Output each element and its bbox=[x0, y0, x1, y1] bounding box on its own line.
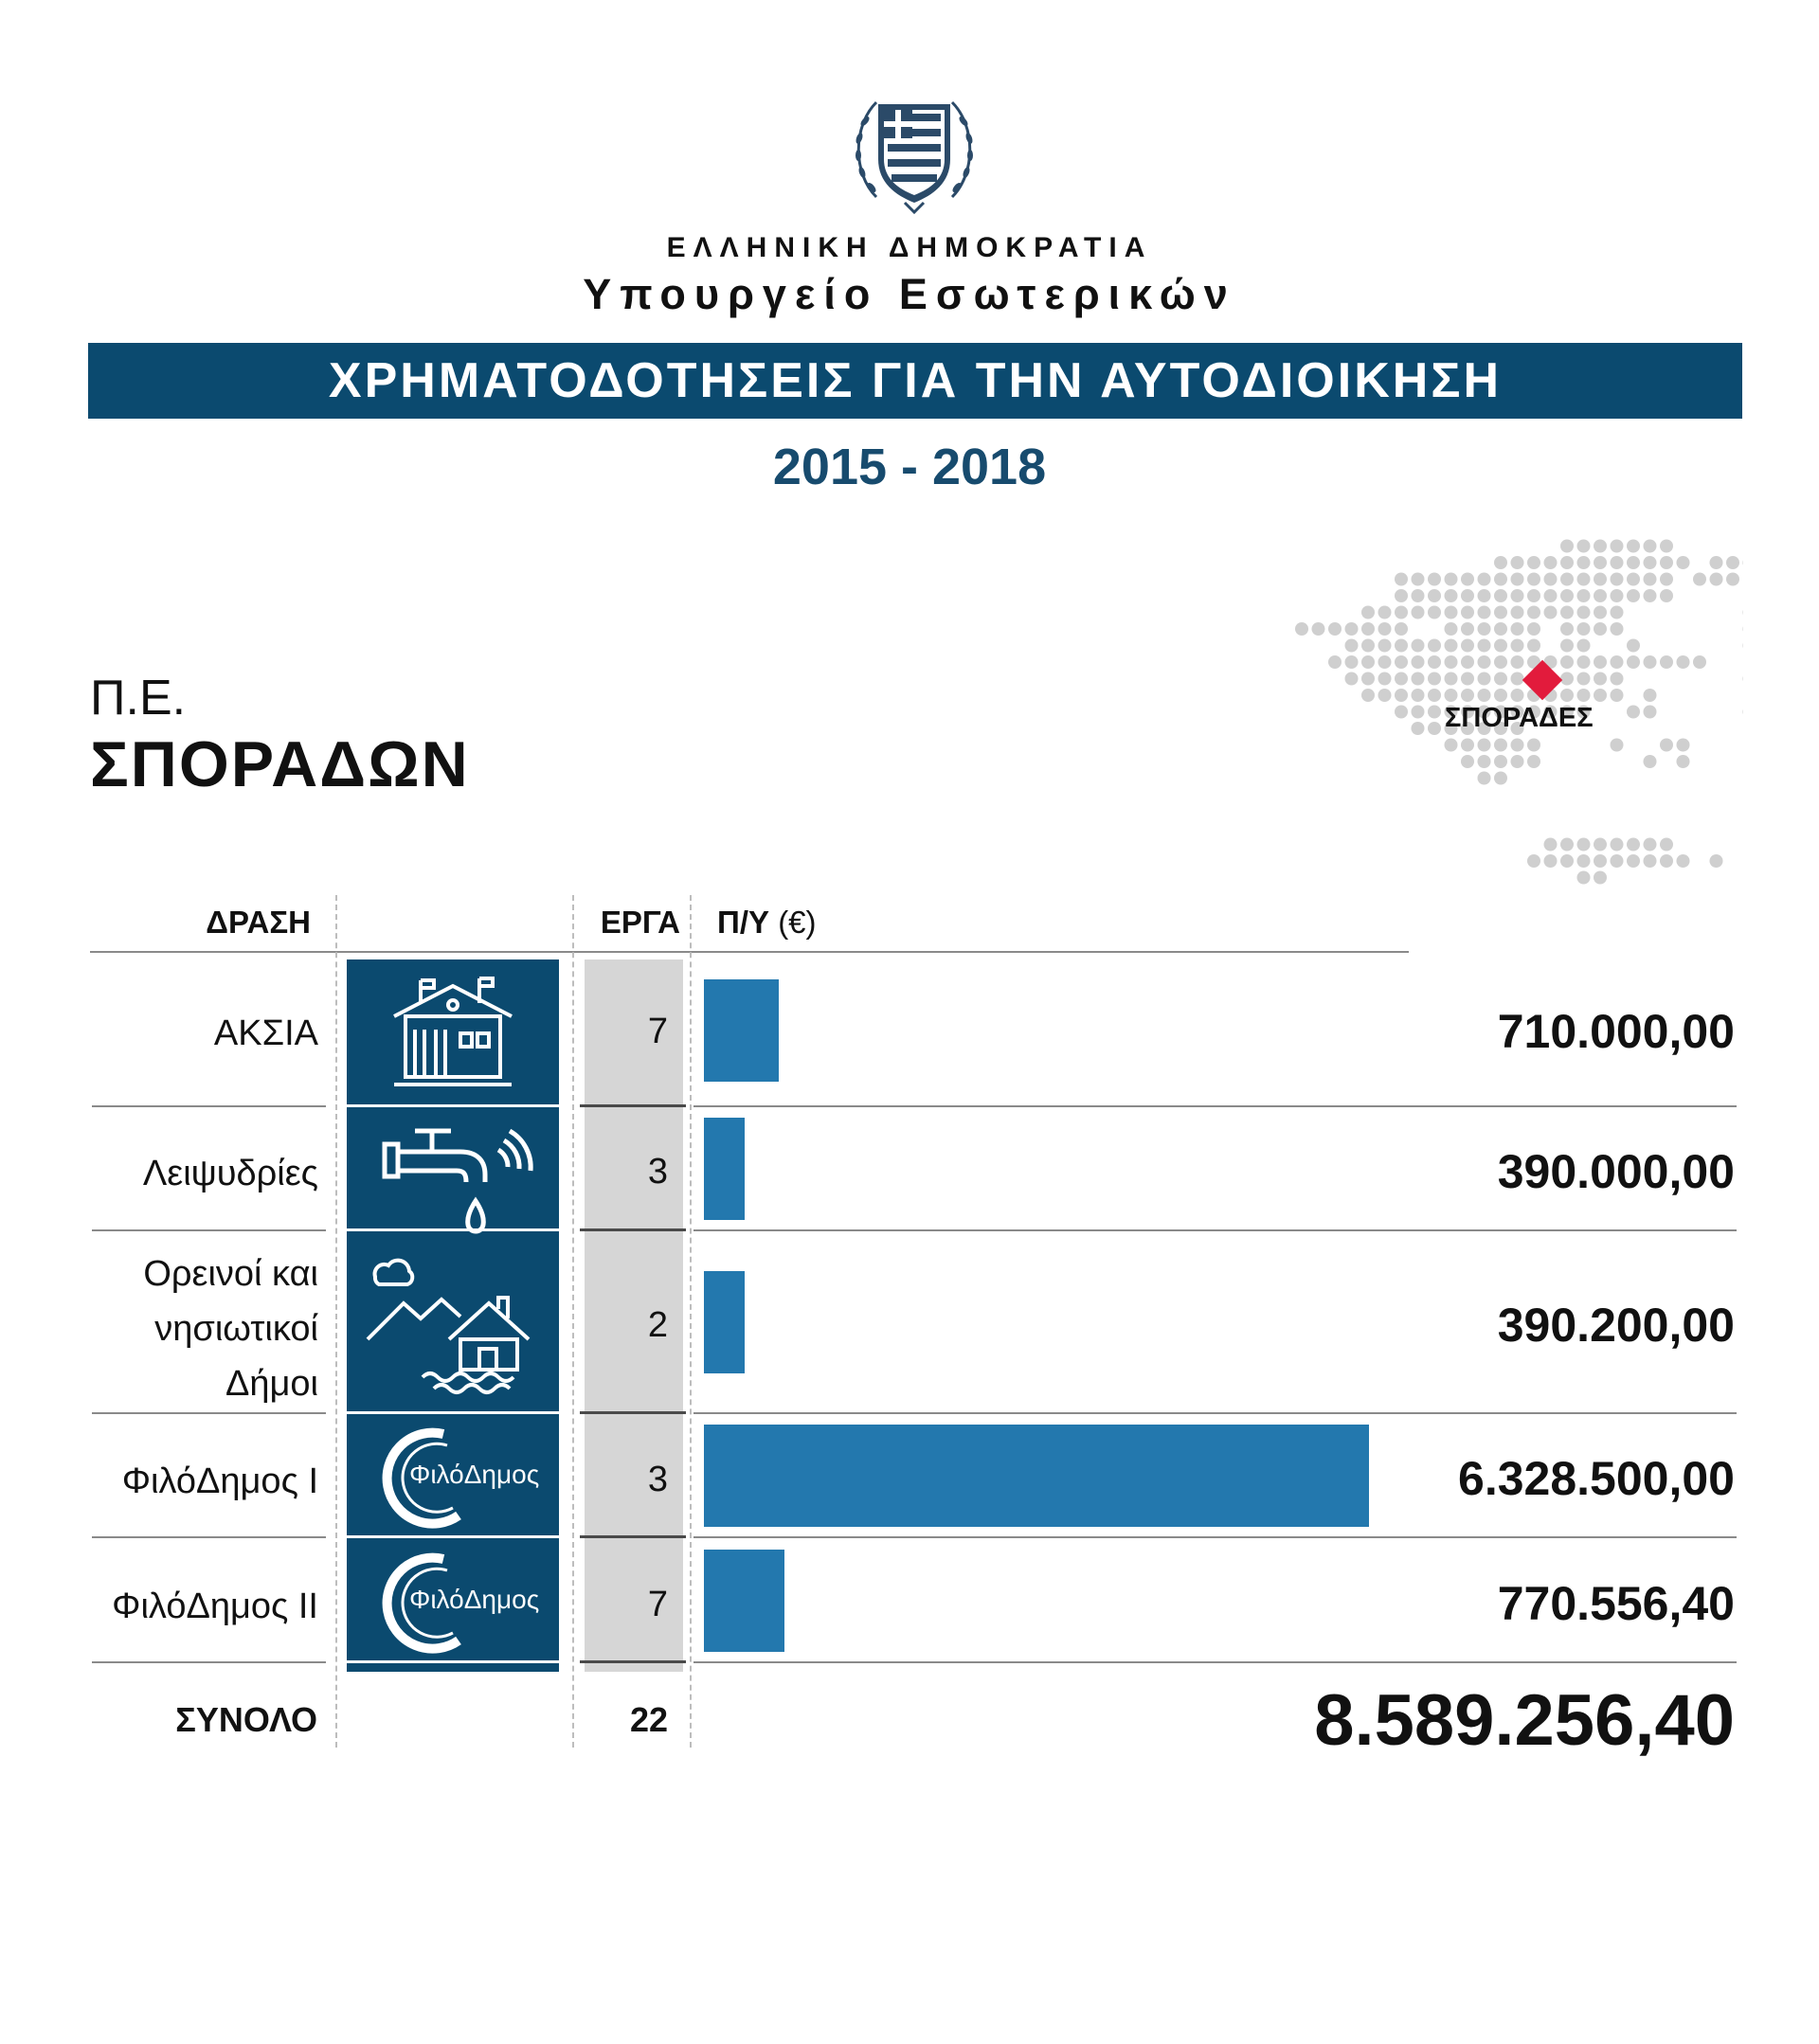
map-dot bbox=[1461, 573, 1474, 586]
map-dot bbox=[1611, 540, 1624, 553]
map-dot bbox=[1412, 689, 1425, 702]
map-dot bbox=[1594, 871, 1607, 885]
map-dot bbox=[1594, 655, 1607, 669]
map-dot bbox=[1611, 854, 1624, 868]
map-dot bbox=[1445, 655, 1458, 669]
row-label-line: ΦιλόΔημος Ι bbox=[121, 1461, 318, 1501]
map-dot bbox=[1644, 540, 1657, 553]
value-label: 6.328.500,00 bbox=[1458, 1452, 1735, 1505]
map-dot bbox=[1295, 622, 1308, 636]
map-dot bbox=[1445, 739, 1458, 752]
row-rule bbox=[580, 1660, 686, 1663]
map-dot bbox=[1312, 622, 1325, 636]
map-dot bbox=[1527, 606, 1540, 619]
map-dot bbox=[1361, 639, 1375, 653]
years-range: 2015 - 2018 bbox=[772, 439, 1047, 495]
map-dot bbox=[1527, 854, 1540, 868]
map-dot bbox=[1611, 655, 1624, 669]
value-label: 390.200,00 bbox=[1497, 1299, 1735, 1352]
map-dot bbox=[1627, 639, 1640, 653]
row-rule bbox=[693, 1105, 1737, 1107]
total-label: ΣΥΝΟΛΟ bbox=[175, 1700, 317, 1739]
map-dot bbox=[1412, 672, 1425, 686]
map-dot bbox=[1577, 589, 1591, 602]
filodimos-logo-icon bbox=[366, 1546, 540, 1659]
map-dot bbox=[1461, 655, 1474, 669]
map-dot bbox=[1611, 622, 1624, 636]
map-dot bbox=[1627, 589, 1640, 602]
row-label-line: Δήμοι bbox=[225, 1364, 318, 1404]
map-dot bbox=[1644, 589, 1657, 602]
map-dot bbox=[1412, 606, 1425, 619]
row-rule bbox=[580, 1104, 686, 1107]
map-dot bbox=[1345, 639, 1359, 653]
map-dot bbox=[1594, 672, 1607, 686]
map-dot bbox=[1577, 871, 1591, 885]
water-tap-icon bbox=[366, 1116, 540, 1239]
map-dot bbox=[1412, 706, 1425, 719]
map-dot bbox=[1428, 655, 1441, 669]
map-dot bbox=[1693, 655, 1706, 669]
map-dot bbox=[1644, 755, 1657, 768]
map-dot bbox=[1494, 639, 1507, 653]
map-dot bbox=[1627, 655, 1640, 669]
header-budget-unit: (€) bbox=[778, 905, 817, 940]
map-dot bbox=[1478, 573, 1491, 586]
map-dot bbox=[1445, 589, 1458, 602]
map-dot bbox=[1726, 556, 1739, 569]
column-separator bbox=[690, 895, 692, 1748]
map-dot bbox=[1594, 573, 1607, 586]
map-dot bbox=[1494, 755, 1507, 768]
row-label bbox=[76, 1006, 318, 1061]
row-label-line: ΦιλόΔημος ΙΙ bbox=[112, 1587, 318, 1626]
map-dot bbox=[1627, 573, 1640, 586]
map-dot bbox=[1461, 622, 1474, 636]
map-dot bbox=[1511, 556, 1524, 569]
map-dot bbox=[1478, 639, 1491, 653]
map-dot bbox=[1726, 573, 1739, 586]
map-dot bbox=[1660, 854, 1673, 868]
map-dot bbox=[1527, 589, 1540, 602]
map-dot bbox=[1478, 689, 1491, 702]
map-dot bbox=[1478, 739, 1491, 752]
map-dot bbox=[1478, 772, 1491, 785]
map-dot bbox=[1560, 606, 1574, 619]
map-dot bbox=[1428, 672, 1441, 686]
map-dot bbox=[1560, 655, 1574, 669]
map-dot bbox=[1361, 672, 1375, 686]
row-count: 7 bbox=[647, 1585, 668, 1624]
map-dot bbox=[1494, 556, 1507, 569]
value-label: 710.000,00 bbox=[1497, 1005, 1735, 1058]
greek-coat-of-arms-icon bbox=[848, 83, 981, 216]
map-dot bbox=[1445, 689, 1458, 702]
map-dot bbox=[1644, 689, 1657, 702]
map-dot bbox=[1428, 589, 1441, 602]
map-dot bbox=[1461, 606, 1474, 619]
map-dot bbox=[1544, 589, 1558, 602]
map-dot bbox=[1395, 655, 1408, 669]
row-rule bbox=[693, 1536, 1737, 1538]
map-dot bbox=[1594, 540, 1607, 553]
map-dot bbox=[1445, 606, 1458, 619]
filodimos-logo-icon bbox=[366, 1421, 540, 1534]
map-dot bbox=[1345, 622, 1359, 636]
map-dot bbox=[1527, 622, 1540, 636]
map-dot bbox=[1560, 639, 1574, 653]
map-dot bbox=[1511, 672, 1524, 686]
town-hall-icon bbox=[366, 971, 540, 1094]
map-dot bbox=[1527, 556, 1540, 569]
map-dot bbox=[1478, 672, 1491, 686]
map-dot bbox=[1361, 655, 1375, 669]
map-dot bbox=[1428, 606, 1441, 619]
value-label: 770.556,40 bbox=[1497, 1577, 1735, 1630]
map-dot bbox=[1361, 606, 1375, 619]
row-rule bbox=[347, 1104, 559, 1107]
row-rule bbox=[693, 1229, 1737, 1231]
map-dot bbox=[1743, 672, 1744, 686]
map-dot bbox=[1378, 655, 1392, 669]
map-dot bbox=[1461, 672, 1474, 686]
map-dot bbox=[1560, 689, 1574, 702]
map-dot bbox=[1611, 606, 1624, 619]
map-dot bbox=[1577, 838, 1591, 852]
map-dot bbox=[1544, 573, 1558, 586]
row-label bbox=[76, 1579, 318, 1634]
map-dot bbox=[1560, 540, 1574, 553]
map-dot bbox=[1560, 622, 1574, 636]
map-dot bbox=[1527, 739, 1540, 752]
map-dot bbox=[1611, 556, 1624, 569]
map-dot bbox=[1445, 622, 1458, 636]
row-label-line: Λειψυδρίες bbox=[142, 1154, 318, 1193]
row-rule bbox=[347, 1228, 559, 1231]
map-dot bbox=[1644, 854, 1657, 868]
map-dot bbox=[1511, 689, 1524, 702]
map-dot bbox=[1627, 540, 1640, 553]
header-budget bbox=[717, 905, 817, 941]
banner-title: ΧΡΗΜΑΤΟΔΟΤΗΣΕΙΣ ΓΙΑ ΤΗΝ ΑΥΤΟΔΙΟΙΚΗΣΗ bbox=[328, 353, 1503, 408]
logo-text: ΦιλόΔημος bbox=[409, 1460, 540, 1489]
map-dot bbox=[1743, 556, 1744, 569]
map-dot bbox=[1577, 622, 1591, 636]
map-dot bbox=[1560, 589, 1574, 602]
bar bbox=[704, 1425, 1369, 1527]
mountain-island-house-icon bbox=[366, 1248, 540, 1400]
map-dot bbox=[1428, 639, 1441, 653]
map-dot bbox=[1743, 622, 1744, 636]
map-dot bbox=[1660, 556, 1673, 569]
total-count: 22 bbox=[629, 1700, 668, 1739]
row-count: 3 bbox=[647, 1460, 668, 1499]
map-dot bbox=[1577, 540, 1591, 553]
map-dot bbox=[1345, 655, 1359, 669]
map-dot bbox=[1544, 556, 1558, 569]
map-dot bbox=[1577, 573, 1591, 586]
map-dot bbox=[1594, 838, 1607, 852]
map-dot bbox=[1511, 589, 1524, 602]
ministry-name: Υπουργείο Εσωτερικών bbox=[583, 270, 1236, 318]
map-dot bbox=[1461, 639, 1474, 653]
row-count: 3 bbox=[647, 1152, 668, 1192]
row-rule bbox=[92, 1412, 326, 1414]
map-dot bbox=[1494, 655, 1507, 669]
map-dot bbox=[1611, 589, 1624, 602]
map-dot bbox=[1710, 854, 1723, 868]
bar bbox=[704, 1550, 784, 1652]
map-dot bbox=[1378, 689, 1392, 702]
map-dot bbox=[1494, 622, 1507, 636]
country-name: ΕΛΛΗΝΙΚΗ ΔΗΜΟΚΡΑΤΙΑ bbox=[666, 232, 1153, 263]
row-label-line: ΑΚΣΙΑ bbox=[213, 1013, 318, 1053]
map-dot bbox=[1577, 854, 1591, 868]
map-dot bbox=[1577, 606, 1591, 619]
map-dot bbox=[1395, 622, 1408, 636]
map-dot bbox=[1644, 556, 1657, 569]
column-separator bbox=[335, 895, 337, 1748]
map-dot bbox=[1494, 672, 1507, 686]
map-dot bbox=[1445, 639, 1458, 653]
map-dot bbox=[1511, 639, 1524, 653]
header-count: ΕΡΓΑ bbox=[600, 905, 680, 940]
map-dot bbox=[1627, 556, 1640, 569]
region-prefix: Π.Ε. bbox=[90, 671, 187, 726]
map-dot bbox=[1328, 655, 1342, 669]
map-dot bbox=[1395, 589, 1408, 602]
map-dot bbox=[1511, 573, 1524, 586]
map-dot bbox=[1660, 838, 1673, 852]
map-dot bbox=[1594, 589, 1607, 602]
map-dot bbox=[1577, 556, 1591, 569]
map-dot bbox=[1644, 573, 1657, 586]
map-dot bbox=[1710, 573, 1723, 586]
map-dot bbox=[1511, 655, 1524, 669]
map-dot bbox=[1560, 556, 1574, 569]
map-dot bbox=[1743, 639, 1744, 653]
map-dot bbox=[1611, 573, 1624, 586]
map-dot bbox=[1461, 589, 1474, 602]
column-separator bbox=[572, 895, 574, 1748]
map-dot bbox=[1378, 672, 1392, 686]
map-dot bbox=[1594, 854, 1607, 868]
map-dot bbox=[1412, 639, 1425, 653]
map-dot bbox=[1560, 573, 1574, 586]
row-rule bbox=[92, 1105, 326, 1107]
row-rule bbox=[580, 1535, 686, 1538]
map-dot bbox=[1461, 689, 1474, 702]
map-dot bbox=[1544, 838, 1558, 852]
map-dot bbox=[1445, 573, 1458, 586]
map-dot bbox=[1594, 556, 1607, 569]
map-dot bbox=[1412, 722, 1425, 735]
map-dot bbox=[1494, 589, 1507, 602]
map-dot bbox=[1412, 655, 1425, 669]
map-dot bbox=[1428, 706, 1441, 719]
map-dot bbox=[1378, 639, 1392, 653]
row-rule bbox=[92, 1661, 326, 1663]
map-dot bbox=[1511, 755, 1524, 768]
map-dot bbox=[1611, 672, 1624, 686]
row-label bbox=[76, 1246, 318, 1411]
row-rule bbox=[347, 1411, 559, 1414]
map-dot bbox=[1677, 655, 1690, 669]
map-dot bbox=[1478, 606, 1491, 619]
map-dot bbox=[1445, 672, 1458, 686]
value-label: 390.000,00 bbox=[1497, 1145, 1735, 1198]
row-label bbox=[76, 1146, 318, 1201]
map-dot bbox=[1494, 573, 1507, 586]
header-rule bbox=[90, 951, 1409, 953]
map-dot bbox=[1660, 739, 1673, 752]
map-dot bbox=[1544, 606, 1558, 619]
map-dot bbox=[1577, 639, 1591, 653]
map-dot bbox=[1560, 854, 1574, 868]
map-dot bbox=[1527, 755, 1540, 768]
row-count: 7 bbox=[647, 1012, 668, 1051]
map-dot bbox=[1577, 689, 1591, 702]
map-dot bbox=[1478, 589, 1491, 602]
map-dot bbox=[1644, 655, 1657, 669]
map-dot bbox=[1494, 772, 1507, 785]
map-dot bbox=[1395, 573, 1408, 586]
map-dot bbox=[1395, 689, 1408, 702]
greece-dot-map bbox=[1288, 516, 1743, 990]
map-dot bbox=[1395, 672, 1408, 686]
map-dot bbox=[1511, 606, 1524, 619]
map-dot bbox=[1328, 622, 1342, 636]
map-dot bbox=[1677, 739, 1690, 752]
map-dot bbox=[1677, 556, 1690, 569]
map-dot bbox=[1378, 622, 1392, 636]
row-label bbox=[76, 1454, 318, 1509]
map-dot bbox=[1594, 622, 1607, 636]
map-dot bbox=[1428, 689, 1441, 702]
row-label-line: Ορεινοί και bbox=[143, 1254, 318, 1294]
map-dot bbox=[1627, 706, 1640, 719]
map-dot bbox=[1527, 639, 1540, 653]
row-rule bbox=[580, 1228, 686, 1231]
map-dot bbox=[1693, 573, 1706, 586]
map-dot bbox=[1428, 722, 1441, 735]
bar bbox=[704, 979, 779, 1082]
map-dot bbox=[1577, 672, 1591, 686]
map-dot bbox=[1594, 606, 1607, 619]
map-dot bbox=[1478, 755, 1491, 768]
region-name: ΣΠΟΡΑΔΩΝ bbox=[90, 728, 470, 800]
map-dot bbox=[1660, 589, 1673, 602]
header-action: ΔΡΑΣΗ bbox=[206, 905, 311, 940]
map-label: ΣΠΟΡΑΔΕΣ bbox=[1445, 703, 1594, 733]
map-dot bbox=[1395, 706, 1408, 719]
map-dot bbox=[1627, 838, 1640, 852]
map-dot bbox=[1560, 672, 1574, 686]
row-rule bbox=[92, 1536, 326, 1538]
map-dot bbox=[1378, 606, 1392, 619]
map-dot bbox=[1361, 689, 1375, 702]
title-banner bbox=[88, 343, 1742, 419]
header-budget-label: Π/Υ bbox=[717, 905, 770, 940]
map-dot bbox=[1478, 622, 1491, 636]
map-dot bbox=[1611, 689, 1624, 702]
row-rule bbox=[693, 1412, 1737, 1414]
map-dot bbox=[1677, 755, 1690, 768]
map-dot bbox=[1527, 573, 1540, 586]
row-rule bbox=[92, 1229, 326, 1231]
map-dot bbox=[1494, 689, 1507, 702]
map-dot bbox=[1743, 606, 1744, 619]
bar bbox=[704, 1271, 745, 1373]
map-dot bbox=[1644, 706, 1657, 719]
map-dot bbox=[1660, 540, 1673, 553]
map-dot bbox=[1412, 589, 1425, 602]
map-dot bbox=[1428, 573, 1441, 586]
map-dot bbox=[1710, 556, 1723, 569]
map-dot bbox=[1627, 854, 1640, 868]
map-dot bbox=[1594, 689, 1607, 702]
map-dot bbox=[1395, 606, 1408, 619]
map-dot bbox=[1743, 706, 1744, 719]
total-value: 8.589.256,40 bbox=[1314, 1680, 1735, 1761]
row-rule bbox=[347, 1660, 559, 1663]
row-label-line: νησιωτικοί bbox=[154, 1309, 318, 1349]
map-dot bbox=[1560, 838, 1574, 852]
map-dot bbox=[1345, 672, 1359, 686]
row-count: 2 bbox=[647, 1305, 668, 1345]
map-dot bbox=[1660, 655, 1673, 669]
map-dot bbox=[1660, 573, 1673, 586]
map-dot bbox=[1677, 854, 1690, 868]
map-dot bbox=[1611, 739, 1624, 752]
row-rule bbox=[580, 1411, 686, 1414]
map-dot bbox=[1644, 838, 1657, 852]
map-dot bbox=[1361, 622, 1375, 636]
map-dot bbox=[1611, 838, 1624, 852]
logo-text: ΦιλόΔημος bbox=[409, 1585, 540, 1614]
row-rule bbox=[693, 1661, 1737, 1663]
map-dot bbox=[1577, 655, 1591, 669]
map-dot bbox=[1478, 655, 1491, 669]
bar bbox=[704, 1118, 745, 1220]
map-dot bbox=[1511, 739, 1524, 752]
map-dot bbox=[1461, 755, 1474, 768]
map-dot bbox=[1544, 854, 1558, 868]
row-rule bbox=[347, 1535, 559, 1538]
map-dot bbox=[1494, 606, 1507, 619]
map-dot bbox=[1461, 739, 1474, 752]
map-dot bbox=[1395, 639, 1408, 653]
map-dot bbox=[1494, 739, 1507, 752]
map-dot bbox=[1412, 573, 1425, 586]
map-dot bbox=[1511, 622, 1524, 636]
